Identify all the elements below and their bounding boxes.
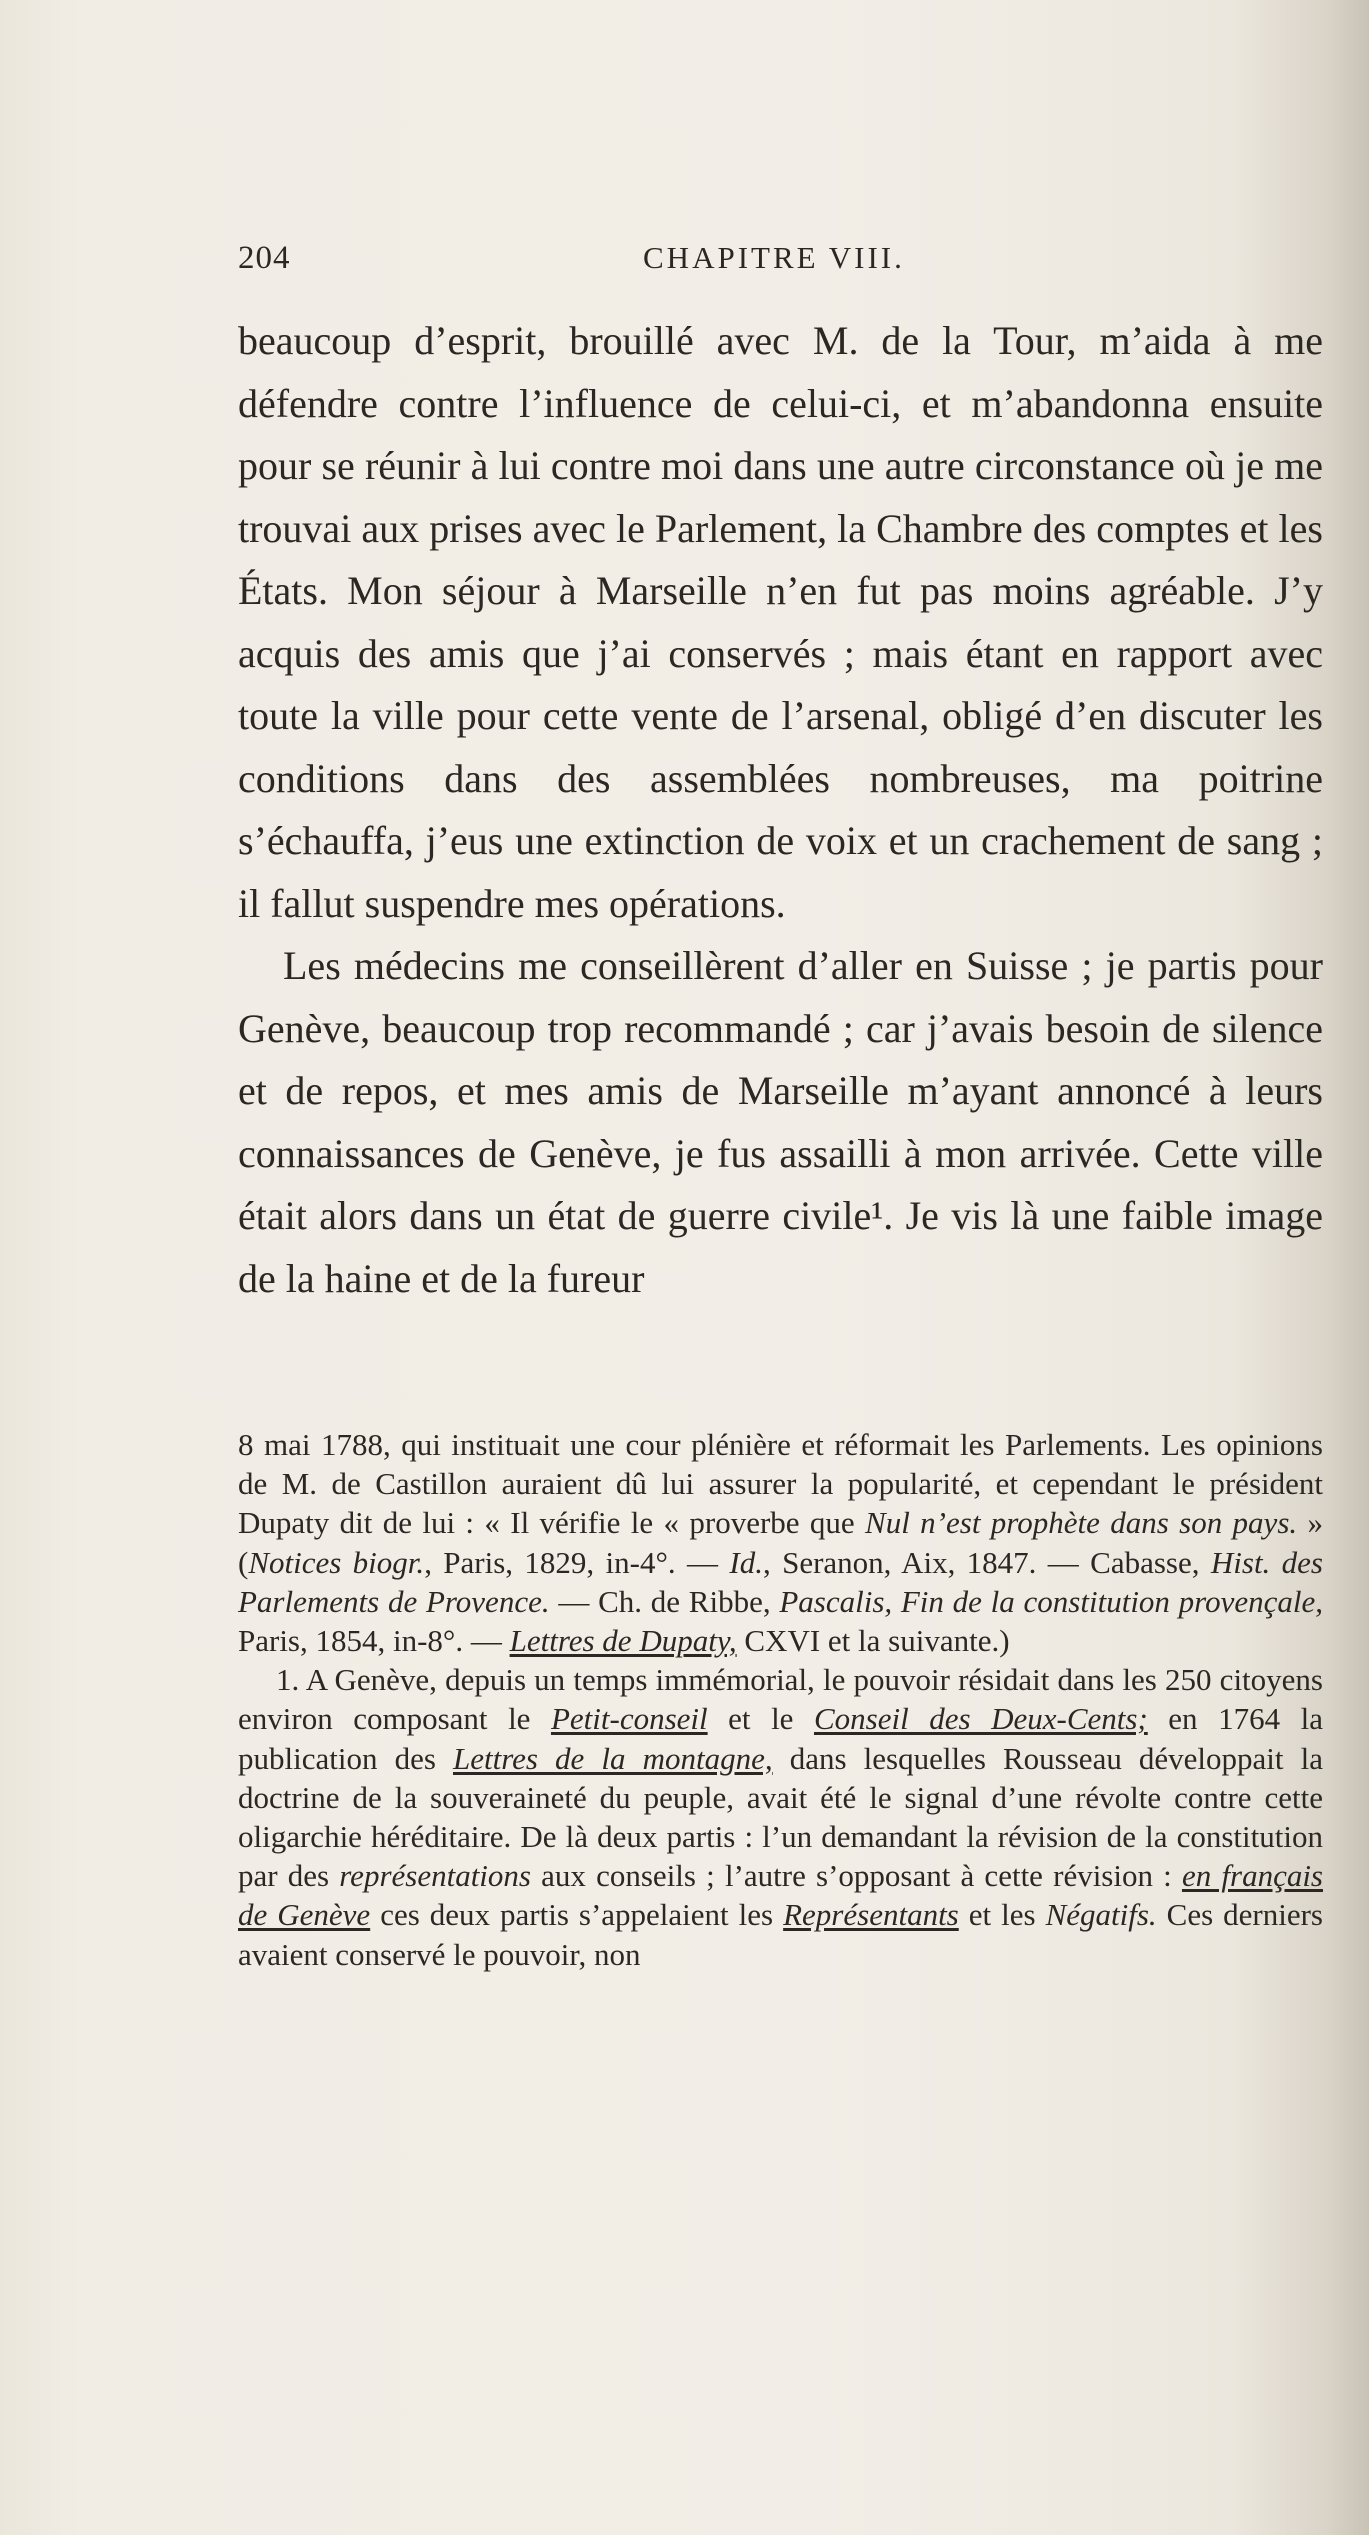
page-number: 204 bbox=[238, 240, 291, 276]
page-header bbox=[238, 240, 1323, 290]
footnotes bbox=[238, 1425, 1323, 1974]
main-text bbox=[238, 310, 1323, 1310]
paragraph: beaucoup d’esprit, brouillé avec M. de la Tour, m’aida à me défendre contre l’influence de celui-ci, et m’abandonna ensuite pour se réunir à lui contre moi dans une autre circonstance où je me trouvai aux prises avec le Parlement, la Chambre des comptes et les États. Mon séjour à Marseille n’en fut pas moins agréable. J’y acquis des amis que j’ai conservés ; mais étant en rapport avec toute la ville pour cette vente de l’arsenal, obligé d’en discuter les conditions dans des assemblées nombreuses, ma poitrine s’échauffa, j’eus une extinction de voix et un crachement de sang ; il fallut suspendre mes opérations. bbox=[238, 318, 1323, 926]
paragraph: Les médecins me conseillèrent d’aller en Suisse ; je partis pour Genève, beaucoup trop recommandé ; car j’avais besoin de silence et de repos, et mes amis de Marseille m’ayant annoncé à leurs connaissances de Genève, je fus assailli à mon arrivée. Cette ville était alors dans un état de guerre civile¹. Je vis là une faible image de la haine et de la fureur bbox=[238, 943, 1323, 1301]
footnote-continued: 8 mai 1788, qui instituait une cour plénière et réformait les Parlements. Les opinions de M. de Castillon auraient dû lui assurer la popularité, et cependant le président Dupaty dit de lui : « Il vérifie le « proverbe que Nul n’est prophète dans son pays. » (Notices biogr., Paris, 1829, in-4°. — Id., Seranon, Aix, 1847. — Cabasse, Hist. des Parlements de Provence. — Ch. de Ribbe, Pascalis, Fin de la constitution provençale, Paris, 1854, in-8°. — Lettres de Dupaty, CXVI et la suivante.) bbox=[238, 1427, 1324, 1659]
footnote-1: 1. A Genève, depuis un temps immémorial, le pouvoir résidait dans les 250 citoyens environ composant le Petit-conseil et le Conseil des Deux-Cents; en 1764 la publication des Lettres de la montagne, dans lesquelles Rousseau développait la doctrine de la souveraineté du peuple, avait été le signal d’une révolte contre cette oligarchie héréditaire. De là deux partis : l’un demandant la révision de la constitution par des représentations aux conseils ; l’autre s’opposant à cette révision : en français de Genève ces deux partis s’appelaient les Représentants et les Négatifs. Ces derniers avaient conservé le pouvoir, non bbox=[238, 1662, 1324, 1972]
running-head: CHAPITRE VIII. bbox=[643, 240, 905, 275]
